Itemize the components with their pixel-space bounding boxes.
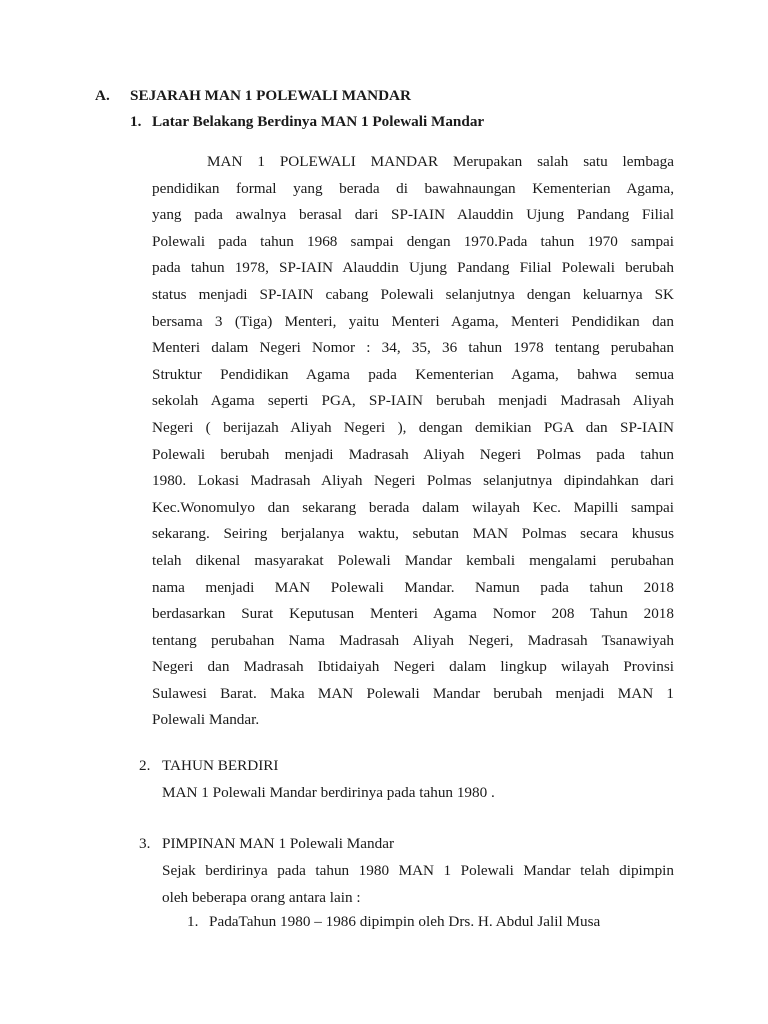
paragraph-line: nama menjadi MAN Polewali Mandar. Namun pada tahun 2018 xyxy=(152,578,674,596)
paragraph-line: Polewali pada tahun 1968 sampai dengan 1970.Pada tahun 1970 sampai xyxy=(152,232,674,250)
paragraph-line: yang pada awalnya berasal dari SP-IAIN Alauddin Ujung Pandang Filial xyxy=(152,206,674,224)
item3-number: 3. xyxy=(139,835,151,852)
section-letter: A. xyxy=(95,87,110,104)
leader-list-number: 1. xyxy=(187,913,199,930)
paragraph-line: tentang perubahan Nama Madrasah Aliyah Negeri, Madrasah Tsanawiyah xyxy=(152,631,674,649)
paragraph-line: Polewali Mandar. xyxy=(152,711,260,729)
paragraph-line: pada tahun 1978, SP-IAIN Alauddin Ujung Pandang Filial Polewali berubah xyxy=(152,259,674,277)
item1-title: Latar Belakang Berdinya MAN 1 Polewali Mandar xyxy=(152,113,485,130)
paragraph-line: pendidikan formal yang berada di bawahnaungan Kementerian Agama, xyxy=(152,179,674,197)
item2-title: TAHUN BERDIRI xyxy=(162,757,279,774)
paragraph-line: status menjadi SP-IAIN cabang Polewali selanjutnya dengan keluarnya SK xyxy=(152,285,674,303)
paragraph-line: Negeri dan Madrasah Ibtidaiyah Negeri dalam lingkup wilayah Provinsi xyxy=(152,658,674,676)
item2-text: MAN 1 Polewali Mandar berdirinya pada tahun 1980 . xyxy=(162,784,495,801)
paragraph-line: oleh beberapa orang antara lain : xyxy=(162,888,361,906)
item2-number: 2. xyxy=(139,757,151,774)
item1-number: 1. xyxy=(130,113,142,130)
paragraph-line: bersama 3 (Tiga) Menteri, yaitu Menteri Agama, Menteri Pendidikan dan xyxy=(152,312,674,330)
item3-title: PIMPINAN MAN 1 Polewali Mandar xyxy=(162,835,395,852)
paragraph-line: berdasarkan Surat Keputusan Menteri Agama Nomor 208 Tahun 2018 xyxy=(152,605,674,623)
paragraph-line: telah dikenal masyarakat Polewali Mandar kembali mengalami perubahan xyxy=(152,551,674,569)
paragraph-line: MAN 1 POLEWALI MANDAR Merupakan salah satu lembaga xyxy=(207,153,674,170)
paragraph-line: Sulawesi Barat. Maka MAN Polewali Mandar berubah menjadi MAN 1 xyxy=(152,684,674,702)
leader-list-item: PadaTahun 1980 – 1986 dipimpin oleh Drs. H. Abdul Jalil Musa xyxy=(209,913,601,930)
paragraph-line: sekarang. Seiring berjalanya waktu, sebutan MAN Polmas secara khusus xyxy=(152,525,674,543)
paragraph-line: Struktur Pendidikan Agama pada Kementerian Agama, bahwa semua xyxy=(152,365,674,383)
paragraph-line: Menteri dalam Negeri Nomor : 34, 35, 36 tahun 1978 tentang perubahan xyxy=(152,339,674,357)
paragraph-line: Polewali berubah menjadi Madrasah Aliyah Negeri Polmas pada tahun xyxy=(152,445,674,463)
paragraph-line: Sejak berdirinya pada tahun 1980 MAN 1 Polewali Mandar telah dipimpin xyxy=(162,862,674,879)
item3-paragraph xyxy=(162,858,674,911)
paragraph-line: Kec.Wonomulyo dan sekarang berada dalam wilayah Kec. Mapilli sampai xyxy=(152,498,674,516)
section-title: SEJARAH MAN 1 POLEWALI MANDAR xyxy=(130,87,411,104)
item1-paragraph xyxy=(152,149,674,734)
paragraph-line: 1980. Lokasi Madrasah Aliyah Negeri Polmas selanjutnya dipindahkan dari xyxy=(152,472,674,490)
paragraph-line: sekolah Agama seperti PGA, SP-IAIN berubah menjadi Madrasah Aliyah xyxy=(152,392,674,410)
paragraph-line: Negeri ( berijazah Aliyah Negeri ), dengan demikian PGA dan SP-IAIN xyxy=(152,418,674,436)
